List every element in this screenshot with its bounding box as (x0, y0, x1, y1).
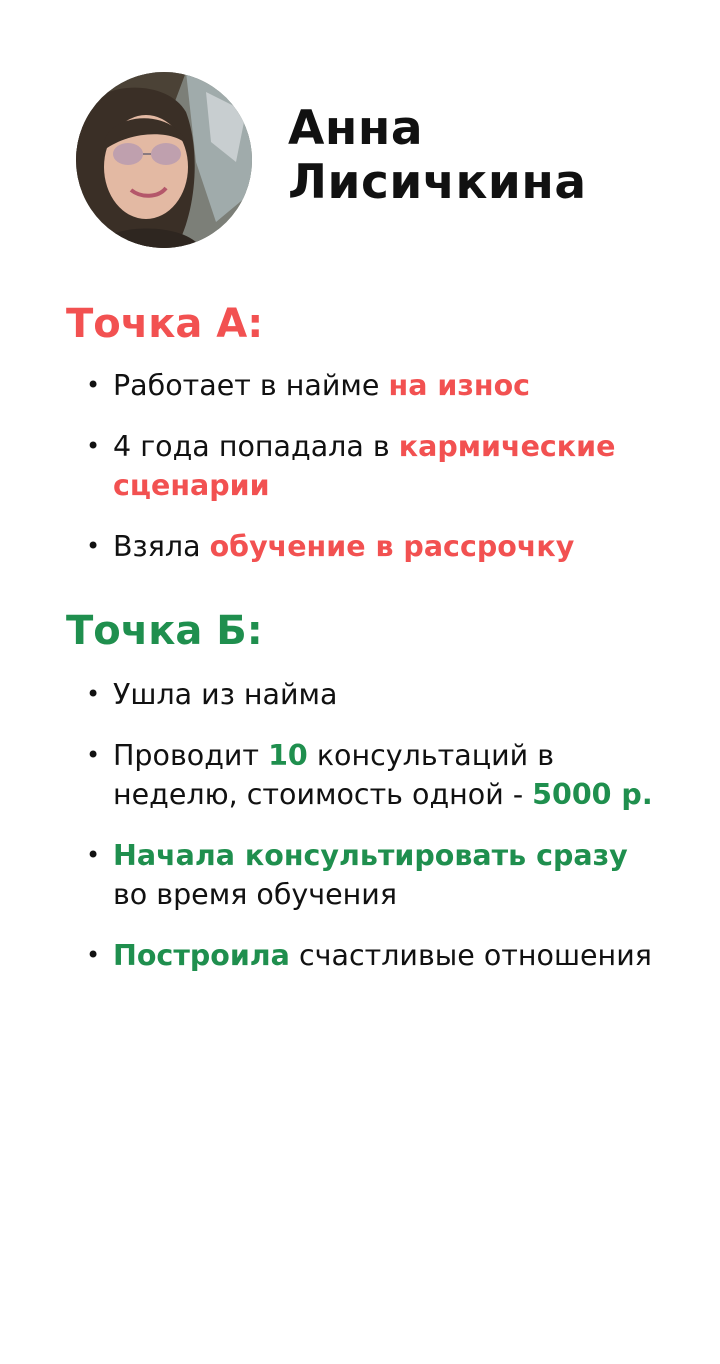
item-text: Ушла из найма (113, 678, 338, 711)
avatar (76, 72, 252, 248)
avatar-photo (76, 72, 252, 248)
bullet-icon: • (86, 741, 101, 769)
name-first: Анна (288, 101, 424, 156)
point-a-section (66, 300, 666, 566)
point-b-title: Точка Б: (66, 608, 263, 654)
bullet-icon: • (86, 680, 101, 708)
profile-header (76, 72, 676, 252)
bullet-icon: • (86, 432, 101, 460)
person-name (288, 102, 587, 210)
bullet-icon: • (86, 532, 101, 560)
item-text: Работает в найме (113, 369, 389, 402)
list-item (66, 366, 666, 405)
bullet-icon: • (86, 841, 101, 869)
highlight-text: Построила (113, 939, 290, 972)
point-b-list (66, 675, 666, 975)
list-item (66, 936, 666, 975)
list-item (66, 675, 666, 714)
point-b-section (66, 607, 666, 975)
bullet-icon: • (86, 371, 101, 399)
list-item (66, 527, 666, 566)
item-text: Проводит (113, 739, 269, 772)
highlight-text: 5000 р. (532, 778, 653, 811)
point-a-title: Точка А: (66, 301, 264, 347)
highlight-text: на износ (388, 369, 531, 402)
list-item (66, 427, 666, 505)
bullet-icon: • (86, 941, 101, 969)
highlight-text: 10 (268, 739, 308, 772)
item-text: счастливые отношения (289, 939, 652, 972)
name-last: Лисичкина (288, 155, 587, 210)
highlight-text: Начала консультировать сразу (113, 839, 628, 872)
item-text: 4 года попадала в (113, 430, 399, 463)
list-item (66, 836, 666, 914)
item-text: консультаций в неделю, стоимость одной - (113, 739, 555, 811)
highlight-text: обучение в рассрочку (209, 530, 575, 563)
list-item (66, 736, 666, 814)
item-text: во время обучения (113, 878, 397, 911)
point-a-list (66, 366, 666, 566)
item-text: Взяла (113, 530, 210, 563)
highlight-text: кармические сценарии (113, 430, 616, 502)
